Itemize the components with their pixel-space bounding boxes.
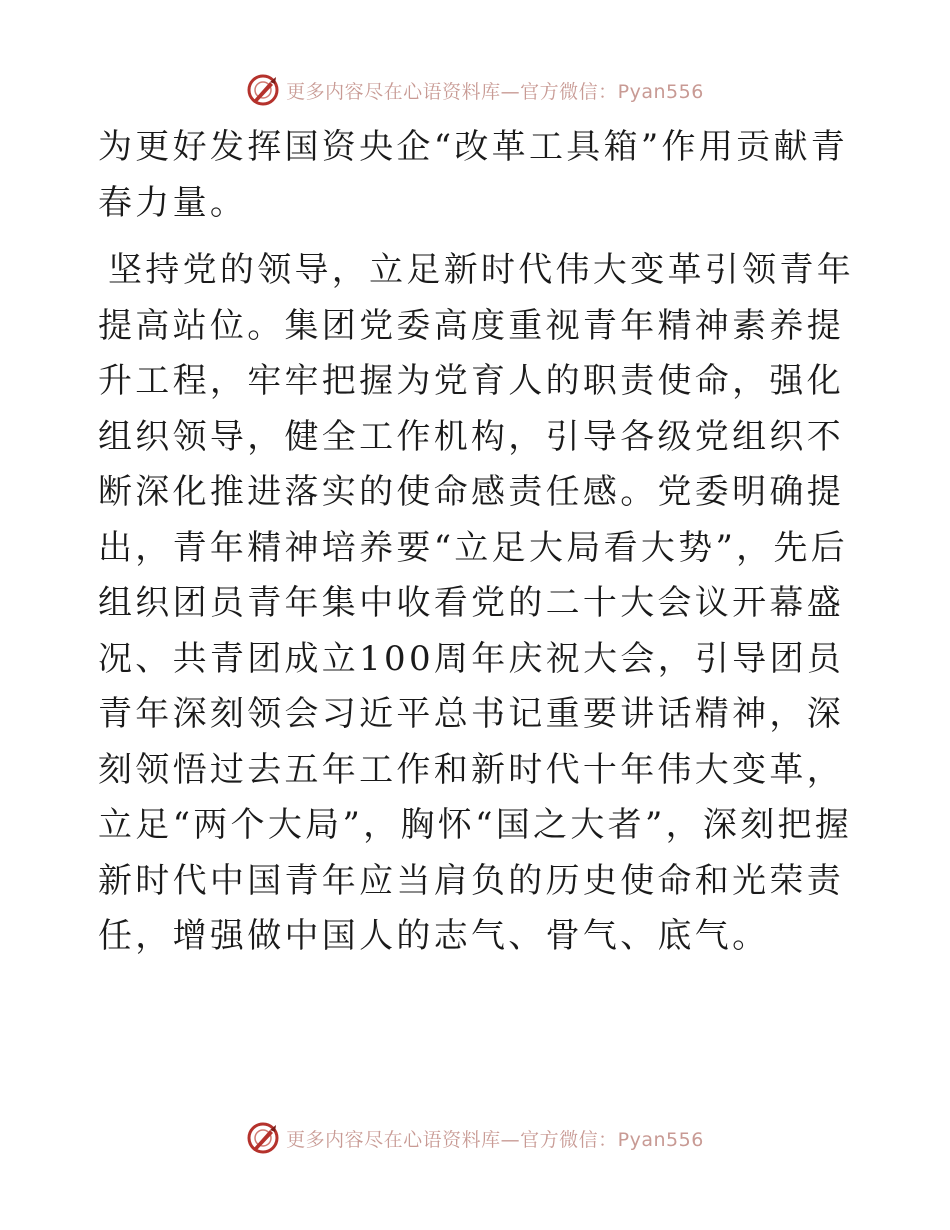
paragraph-1: 为更好发挥国资央企“改革工具箱”作用贡献青春力量。 [98, 127, 849, 223]
footer-watermark [0, 1118, 950, 1158]
header-watermark-text: 更多内容尽在心语资料库—官方微信：Pyan556 [286, 80, 704, 103]
document-body [98, 120, 858, 965]
paragraph-2: 坚持党的领导，立足新时代伟大变革引领青年提高站位。集团党委高度重视青年精神素养提升工程，牢牢把握为党育人的职责使命，强化组织领导，健全工作机构，引导各级党组织不断深化推进落实的使命感责任感。党委明确提出，青年精神培养要“立足大局看大势”，先后组织团员青年集中收看党的二十大会议开幕盛况、共青团成立100周年庆祝大会，引导团员青年深刻领会习近平总书记重要讲话精神，深刻领悟过去五年工作和新时代十年伟大变革，立足“两个大局”，胸怀“国之大者”，深刻把握新时代中国青年应当肩负的历史使命和光荣责任，增强做中国人的志气、骨气、底气。 [98, 250, 854, 956]
quill-logo-icon [246, 1121, 280, 1155]
footer-watermark-text: 更多内容尽在心语资料库—官方微信：Pyan556 [286, 1128, 704, 1151]
header-watermark [0, 70, 950, 110]
quill-logo-icon [246, 73, 280, 107]
